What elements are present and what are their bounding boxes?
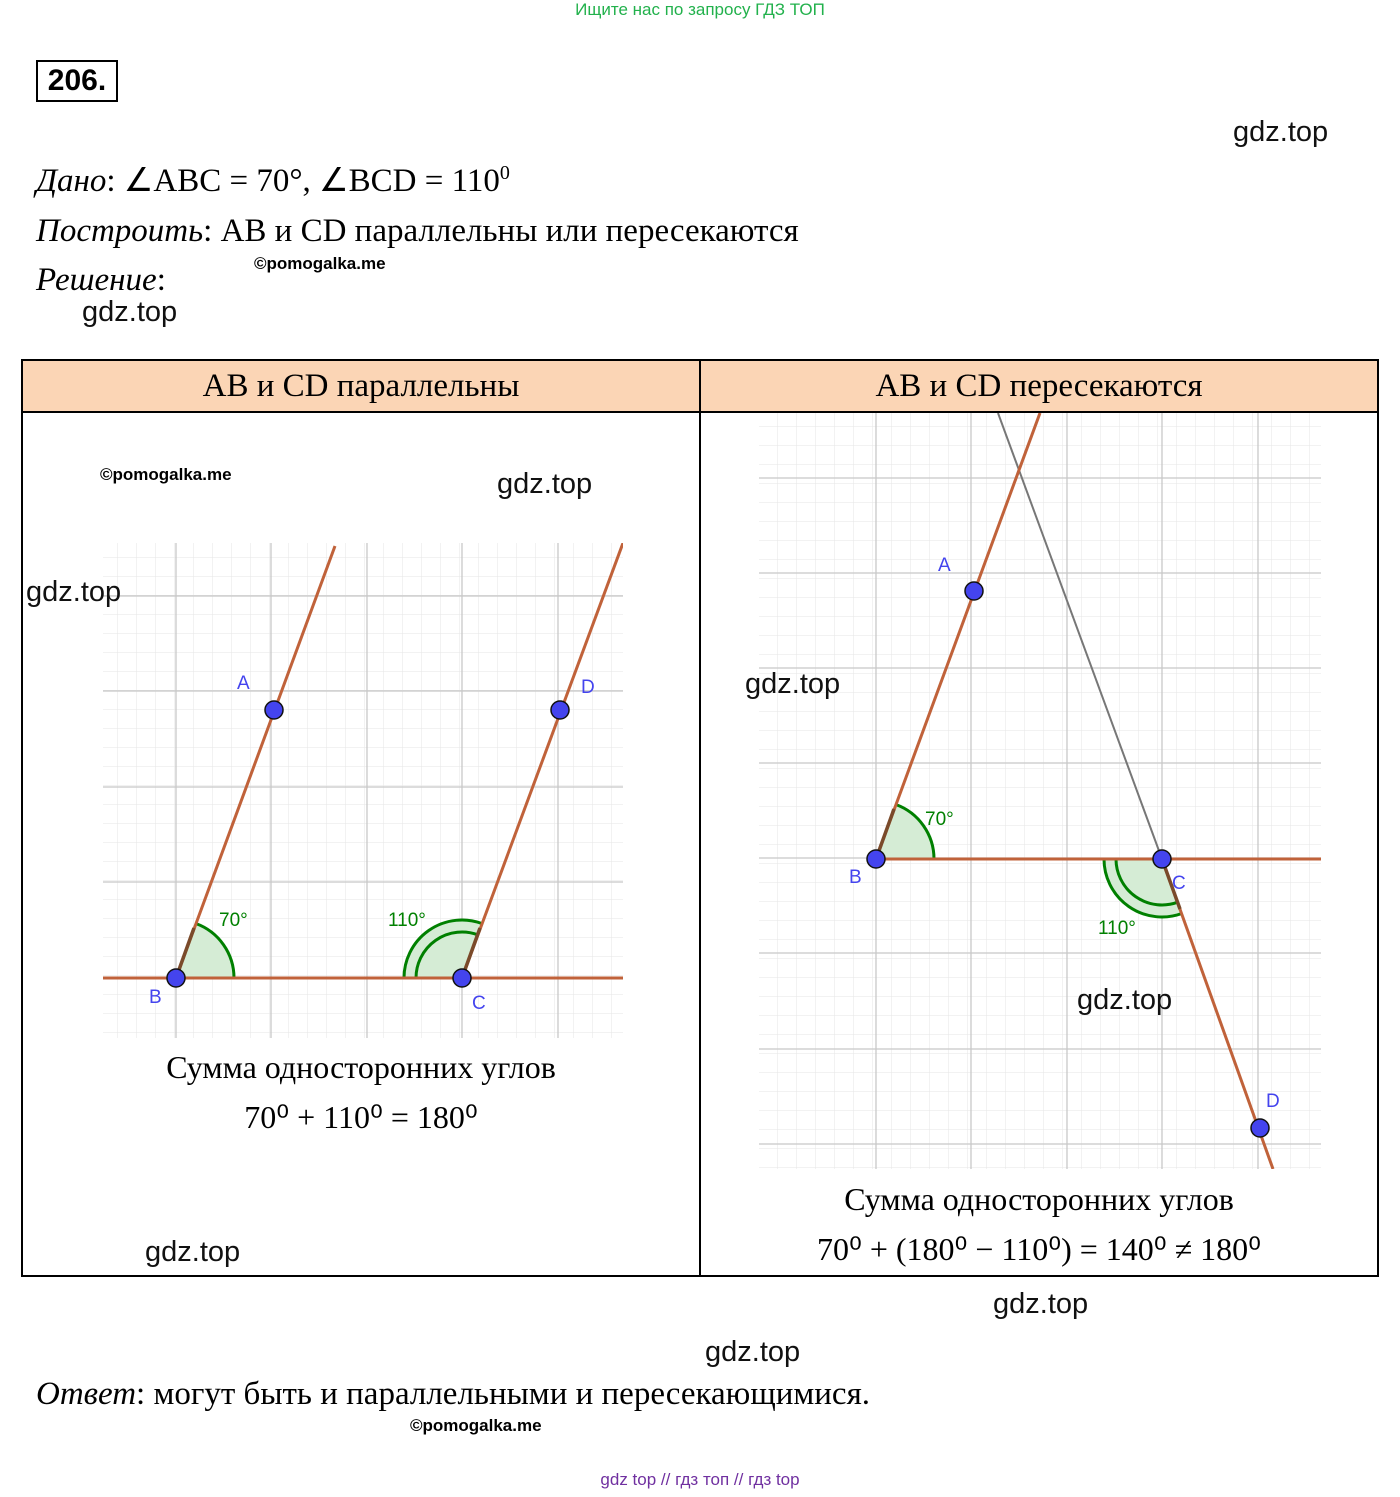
point-a <box>965 582 983 600</box>
watermark: gdz.top <box>993 1288 1089 1320</box>
left-caption-2: 70⁰ + 110⁰ = 180⁰ <box>244 1099 478 1135</box>
label-c: C <box>1172 873 1186 894</box>
left-cell <box>22 412 700 1276</box>
angle-b-label: 70° <box>925 809 954 830</box>
left-caption-1: Сумма односторонних углов <box>166 1049 556 1085</box>
left-header: AB и CD параллельны <box>22 360 700 412</box>
watermark: gdz.top <box>497 468 593 500</box>
angle-c-label: 110° <box>1098 918 1136 939</box>
label-b: B <box>849 867 862 888</box>
point-b <box>867 850 885 868</box>
construct-text: : AB и CD параллельны или пересекаются <box>203 213 799 249</box>
answer-text: : могут быть и параллельными и пересекающимися. <box>136 1376 871 1412</box>
watermark: gdz.top <box>1233 116 1329 148</box>
right-caption-1: Сумма односторонних углов <box>844 1181 1234 1217</box>
point-a <box>265 701 283 719</box>
construct-label: Построить <box>36 213 204 249</box>
given-sup: 0 <box>499 162 510 184</box>
solution-label: Решение <box>36 262 157 298</box>
answer-label: Ответ <box>36 1376 137 1412</box>
intersecting-figure <box>759 413 1321 1169</box>
point-b <box>167 969 185 987</box>
watermark: gdz.top <box>1077 984 1173 1016</box>
parallel-figure <box>103 543 623 1043</box>
right-cell <box>700 412 1378 1276</box>
label-d: D <box>1266 1091 1280 1112</box>
footer: gdz top // гдз топ // гдз top <box>600 1470 800 1489</box>
watermark: gdz.top <box>745 668 841 700</box>
watermark: gdz.top <box>26 576 122 608</box>
given-text: : ∠ABC = 70°, ∠BCD = 110 <box>106 163 500 199</box>
problem-number: 206. <box>36 60 118 102</box>
copyright: ©pomogalka.me <box>254 254 386 273</box>
given-label: Дано <box>36 163 107 199</box>
angle-c-label: 110° <box>388 910 426 931</box>
point-d <box>551 701 569 719</box>
solution-line <box>36 262 166 299</box>
answer-line <box>36 1376 870 1413</box>
point-c <box>453 969 471 987</box>
given-line <box>36 160 510 200</box>
watermark: gdz.top <box>145 1236 241 1268</box>
watermark: gdz.top <box>705 1336 801 1368</box>
right-caption-2: 70⁰ + (180⁰ − 110⁰) = 140⁰ ≠ 180⁰ <box>817 1231 1261 1267</box>
solution-colon: : <box>156 262 166 298</box>
top-banner: Ищите нас по запросу ГДЗ ТОП <box>575 0 825 19</box>
point-c <box>1153 850 1171 868</box>
point-d <box>1251 1119 1269 1137</box>
right-header: AB и CD пересекаются <box>700 360 1378 412</box>
angle-b-label: 70° <box>219 910 248 931</box>
copyright: ©pomogalka.me <box>100 465 232 484</box>
solution-table <box>21 359 1379 1277</box>
construct-line <box>36 213 799 250</box>
label-c: C <box>472 993 486 1014</box>
label-a: A <box>938 555 951 576</box>
watermark: gdz.top <box>82 296 178 328</box>
label-a: A <box>237 673 250 694</box>
label-d: D <box>581 677 595 698</box>
copyright: ©pomogalka.me <box>410 1416 542 1435</box>
label-b: B <box>149 987 162 1008</box>
